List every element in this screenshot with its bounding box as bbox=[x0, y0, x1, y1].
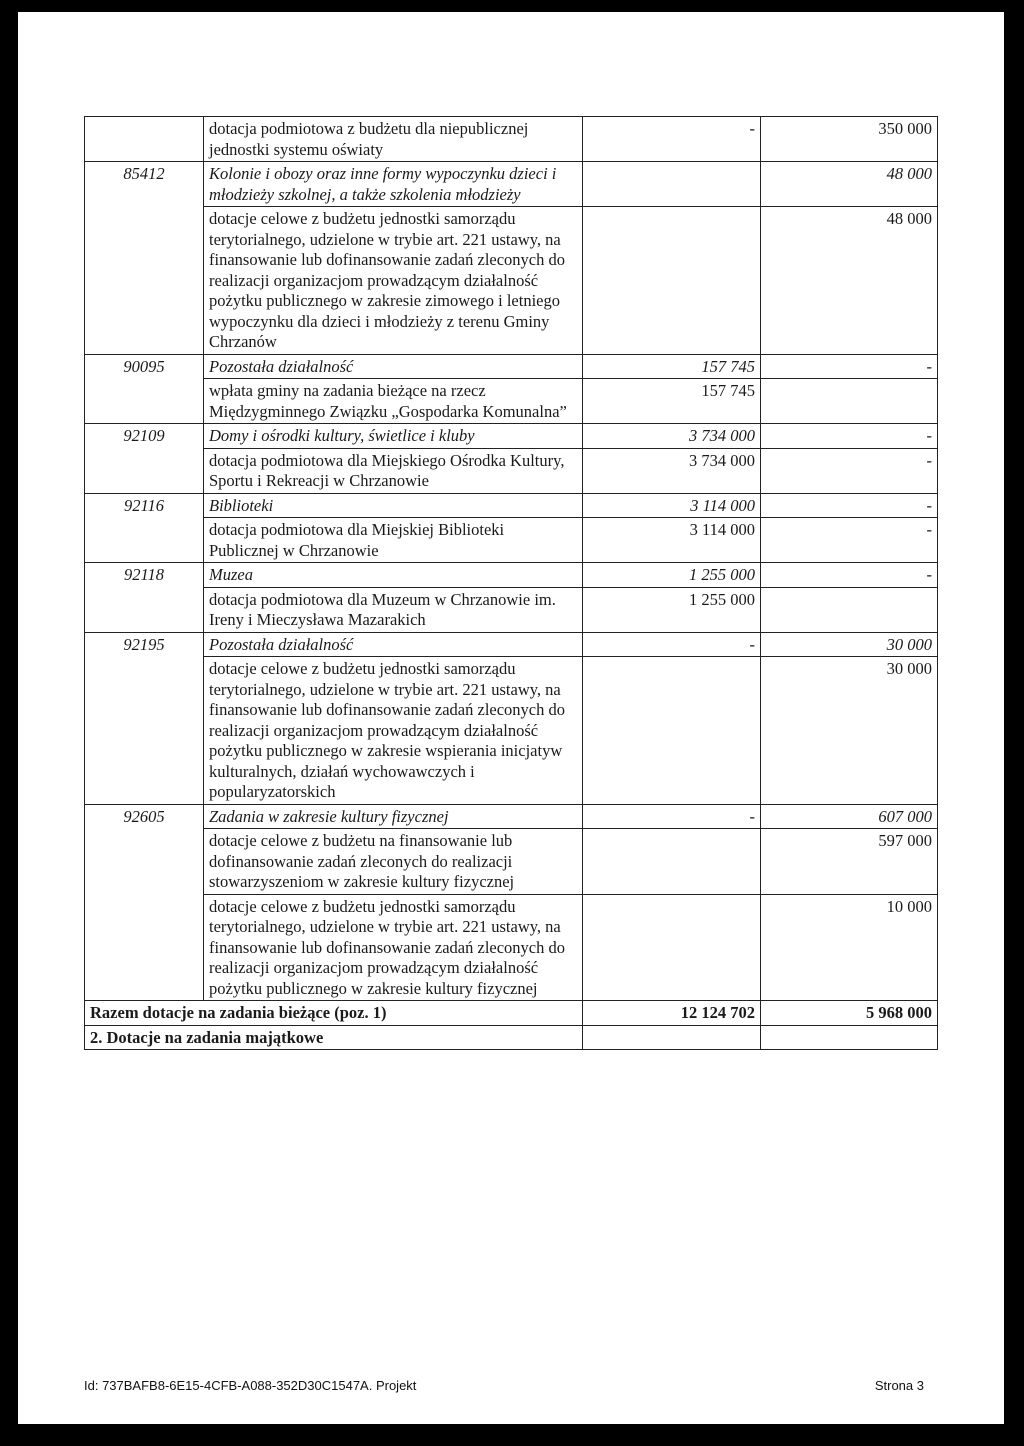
table-row-section bbox=[85, 162, 938, 207]
row-description: dotacje celowe z budżetu na finansowanie lub dofinansowanie zadań zleconych do realizacji stowarzyszeniom w zakresie kultury fizycznej bbox=[204, 829, 583, 895]
row-description: Pozostała działalność bbox=[204, 354, 583, 379]
table-row-item bbox=[85, 117, 938, 162]
table-row-item bbox=[85, 448, 938, 493]
row-value-1: - bbox=[583, 804, 761, 829]
row-description: Domy i ośrodki kultury, świetlice i kluby bbox=[204, 424, 583, 449]
row-value-1: 3 114 000 bbox=[583, 518, 761, 563]
row-description: dotacje celowe z budżetu jednostki samorządu terytorialnego, udzielone w trybie art. 221 ustawy, na finansowanie lub dofinansowanie zadań zleconych do realizacji organizacjom prowadzącym działalność pożytku publicznego w zakresie wspierania inicjatyw kulturalnych, działań wychowawczych i popularyzatorskich bbox=[204, 657, 583, 805]
total-value-1: 12 124 702 bbox=[583, 1001, 761, 1026]
row-description: Biblioteki bbox=[204, 493, 583, 518]
table-row-item bbox=[85, 518, 938, 563]
row-value-1 bbox=[583, 894, 761, 1001]
row-value-2: - bbox=[761, 448, 938, 493]
row-value-2 bbox=[761, 587, 938, 632]
row-value-1: 3 734 000 bbox=[583, 424, 761, 449]
row-code bbox=[85, 117, 204, 162]
row-value-1 bbox=[583, 162, 761, 207]
row-value-2: 30 000 bbox=[761, 657, 938, 805]
row-description: dotacje celowe z budżetu jednostki samorządu terytorialnego, udzielone w trybie art. 221 ustawy, na finansowanie lub dofinansowanie zadań zleconych do realizacji organizacjom prowadzącym działalność pożytku publicznego w zakresie zimowego i letniego wypoczynku dla dzieci i młodzieży z terenu Gminy Chrzanów bbox=[204, 207, 583, 355]
row-value-2 bbox=[761, 379, 938, 424]
table-row-item bbox=[85, 379, 938, 424]
row-value-1 bbox=[583, 657, 761, 805]
row-code bbox=[85, 448, 204, 493]
table-row-item bbox=[85, 657, 938, 805]
row-code bbox=[85, 207, 204, 355]
row-value-2: 30 000 bbox=[761, 632, 938, 657]
row-code bbox=[85, 894, 204, 1001]
row-code: 85412 bbox=[85, 162, 204, 207]
row-value-2: - bbox=[761, 518, 938, 563]
row-value-1 bbox=[583, 207, 761, 355]
table-row-section bbox=[85, 632, 938, 657]
row-value-2: - bbox=[761, 354, 938, 379]
table-row-item bbox=[85, 894, 938, 1001]
row-value-2: - bbox=[761, 563, 938, 588]
row-code: 90095 bbox=[85, 354, 204, 379]
row-value-2: - bbox=[761, 493, 938, 518]
row-value-1: 3 114 000 bbox=[583, 493, 761, 518]
row-value-1 bbox=[583, 829, 761, 895]
row-code: 92109 bbox=[85, 424, 204, 449]
row-value-2: - bbox=[761, 424, 938, 449]
row-code bbox=[85, 657, 204, 805]
table-row-item bbox=[85, 207, 938, 355]
row-value-1: 1 255 000 bbox=[583, 587, 761, 632]
row-code: 92195 bbox=[85, 632, 204, 657]
table-row-section bbox=[85, 563, 938, 588]
table-row-item bbox=[85, 587, 938, 632]
row-value-1: 3 734 000 bbox=[583, 448, 761, 493]
section-2-value-1 bbox=[583, 1025, 761, 1050]
table-row-section bbox=[85, 804, 938, 829]
row-code: 92118 bbox=[85, 563, 204, 588]
table-row-item bbox=[85, 829, 938, 895]
total-value-2: 5 968 000 bbox=[761, 1001, 938, 1026]
row-code: 92116 bbox=[85, 493, 204, 518]
row-code bbox=[85, 379, 204, 424]
row-description: dotacja podmiotowa dla Miejskiej Biblioteki Publicznej w Chrzanowie bbox=[204, 518, 583, 563]
row-value-1: 1 255 000 bbox=[583, 563, 761, 588]
row-description: Muzea bbox=[204, 563, 583, 588]
row-value-2: 350 000 bbox=[761, 117, 938, 162]
row-value-2: 48 000 bbox=[761, 207, 938, 355]
row-value-1: 157 745 bbox=[583, 379, 761, 424]
table-row-section bbox=[85, 493, 938, 518]
row-description: Pozostała działalność bbox=[204, 632, 583, 657]
section-2-value-2 bbox=[761, 1025, 938, 1050]
table-row-section bbox=[85, 424, 938, 449]
row-description: dotacja podmiotowa dla Miejskiego Ośrodka Kultury, Sportu i Rekreacji w Chrzanowie bbox=[204, 448, 583, 493]
row-description: dotacja podmiotowa z budżetu dla niepublicznej jednostki systemu oświaty bbox=[204, 117, 583, 162]
row-code bbox=[85, 829, 204, 895]
row-value-2: 607 000 bbox=[761, 804, 938, 829]
page-number: Strona 3 bbox=[874, 1378, 924, 1393]
row-value-2: 597 000 bbox=[761, 829, 938, 895]
row-value-2: 10 000 bbox=[761, 894, 938, 1001]
row-description: wpłata gminy na zadania bieżące na rzecz Międzygminnego Związku „Gospodarka Komunalna” bbox=[204, 379, 583, 424]
row-value-1: - bbox=[583, 117, 761, 162]
total-label: Razem dotacje na zadania bieżące (poz. 1) bbox=[85, 1001, 583, 1026]
row-value-1: 157 745 bbox=[583, 354, 761, 379]
row-code: 92605 bbox=[85, 804, 204, 829]
row-value-1: - bbox=[583, 632, 761, 657]
section-2-row bbox=[85, 1025, 938, 1050]
total-row bbox=[85, 1001, 938, 1026]
row-description: dotacja podmiotowa dla Muzeum w Chrzanowie im. Ireny i Mieczysława Mazarakich bbox=[204, 587, 583, 632]
row-description: Kolonie i obozy oraz inne formy wypoczynku dzieci i młodzieży szkolnej, a także szkolenia młodzieży bbox=[204, 162, 583, 207]
section-2-heading: 2. Dotacje na zadania majątkowe bbox=[85, 1025, 583, 1050]
budget-table bbox=[84, 116, 938, 1050]
row-description: Zadania w zakresie kultury fizycznej bbox=[204, 804, 583, 829]
row-value-2: 48 000 bbox=[761, 162, 938, 207]
row-description: dotacje celowe z budżetu jednostki samorządu terytorialnego, udzielone w trybie art. 221 ustawy, na finansowanie lub dofinansowanie zadań zleconych do realizacji organizacjom prowadzącym działalność pożytku publicznego w zakresie kultury fizycznej bbox=[204, 894, 583, 1001]
row-code bbox=[85, 518, 204, 563]
document-id: Id: 737BAFB8-6E15-4CFB-A088-352D30C1547A. Projekt bbox=[84, 1378, 417, 1393]
table-row-section bbox=[85, 354, 938, 379]
row-code bbox=[85, 587, 204, 632]
